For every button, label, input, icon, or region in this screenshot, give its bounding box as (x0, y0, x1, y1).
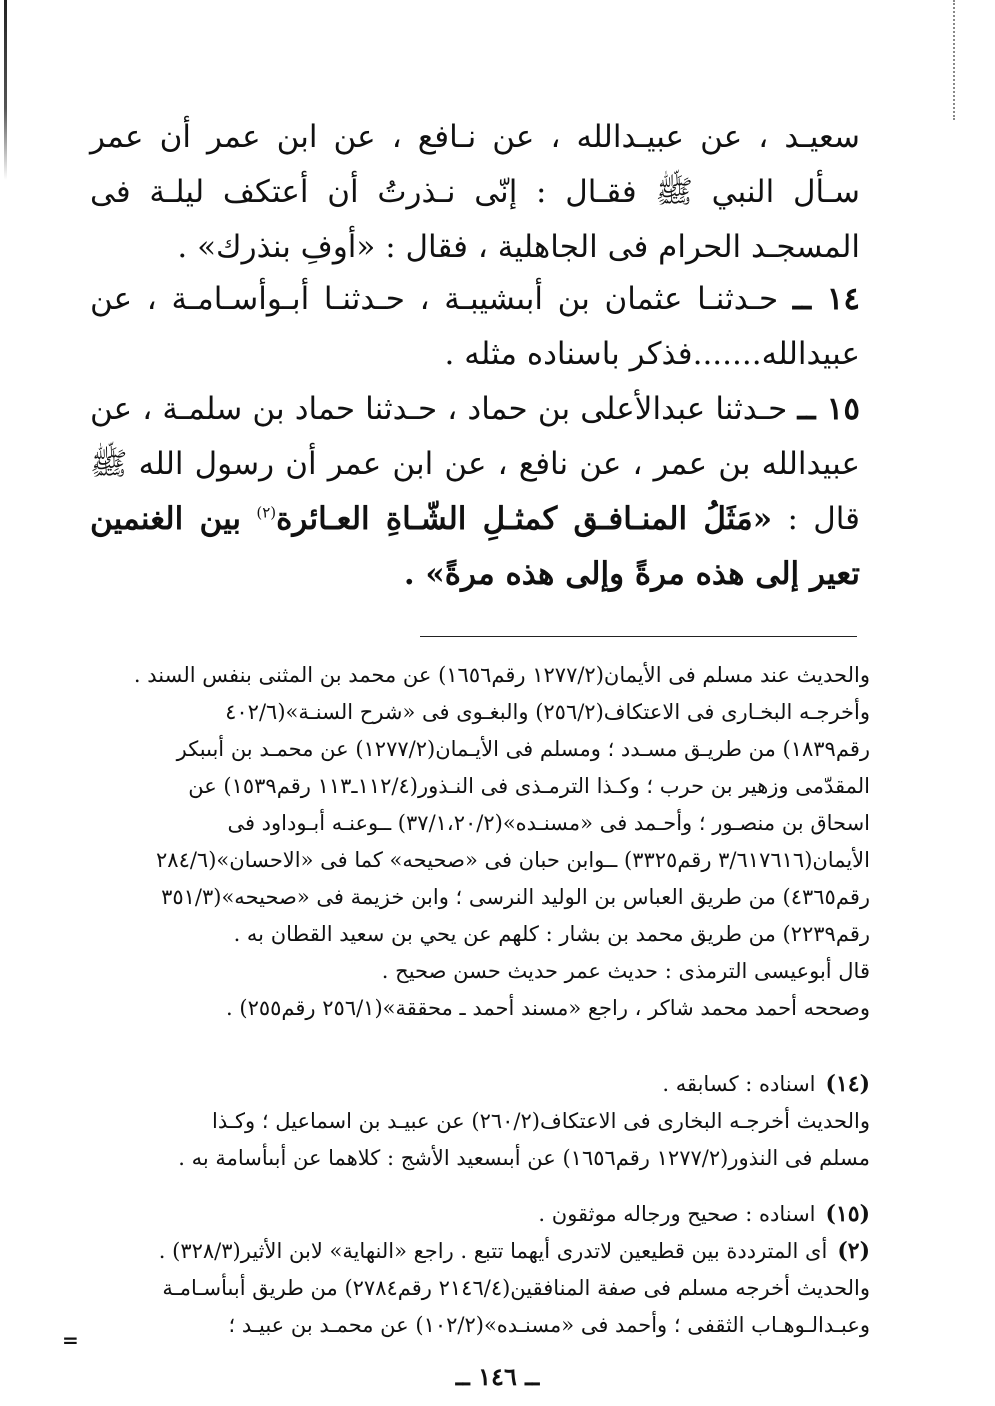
footnote-line (90, 1196, 870, 1233)
footnote-15-text: اسناده : صحيح ورجاله موثقون . (538, 1202, 816, 1226)
hadith-15 (90, 382, 860, 602)
footnote-line: المقدّمى وزهير بن حرب ؛ وكـذا الترمـذى فى النـذور(١١٢/٤ـ١١٣ رقم١٥٣٩) عن (188, 774, 870, 798)
footnote-2-number: (٢) (837, 1238, 870, 1264)
footnote-line: وعبـدالـوهـاب الثقفى ؛ وأحمد فى «مسنـده»(١٠٢/٢) عن محمـد بن عبيـد ؛ (228, 1313, 870, 1337)
scan-edge-mark (4, 0, 7, 180)
footnote-14 (90, 1066, 870, 1177)
hadith-15-matn-end: بين الغنمين تعير إلى هذه مرةً وإلى هذه مرةً» . (90, 501, 860, 592)
footnote-line: الأيمان(٣/٦١٧٦١٦ رقم٣٣٢٥) ــوابن حبان فى «صحيحه» كما فى «الاحسان»(٢٨٤/٦ (156, 848, 870, 872)
footnote-line: قال أبوعيسى الترمذى : حديث عمر حديث حسن صحيح . (381, 959, 870, 983)
footnote-15-number: (١٥) (825, 1201, 870, 1227)
footnote-line: اسحاق بن منصـور ؛ وأحـمد فى «مسنـده»(٣٧/١،٢٠/٢) ــوعنـه أبـوداود فى (227, 811, 870, 835)
hadith-15-number: ١٥ ــ (797, 391, 860, 427)
footnote-line: رقم١٨٣٩) من طريـق مسـدد ؛ ومسلم فى الأيـمان(١٢٧٧/٢) عن محمـد بن أبىبكر (176, 737, 870, 761)
scan-edge-dots (951, 0, 955, 120)
footnote-15 (90, 1196, 870, 1344)
footnote-divider (420, 636, 857, 637)
footnote-line: رقم٢٢٣٩) من طريق محمد بن بشار : كلهم عن يحي بن سعيد القطان به . (233, 922, 870, 946)
footnote-line (90, 1066, 870, 1103)
footnote-line (90, 1233, 870, 1270)
footnote-14-first-line: اسناده : كسابقه . (662, 1072, 816, 1096)
footnote-line: والحديث أخرجـه البخارى فى الاعتكاف(٢٦٠/٢) عن عبيـد بن اسماعيل ؛ وكـذا (212, 1109, 870, 1133)
hadith-13-text: سعيـد ، عن عبيـدالله ، عن نـافع ، عن ابن عمر أن عمر سـأل النبي ﷺ فقـال : إنّى نـذرتُ أن أعتكف ليلـة فى المسجـد الحرام فى الجاهلية ، فقال : «أوفِ بنذرك» . (90, 119, 860, 265)
hadith-14-number: ١٤ ــ (792, 281, 860, 317)
footnote-2-first-line: أى المترددة بين قطيعين لاتدرى أيهما تتبع . راجع «النهاية» لابن الأثير(٣٢٨/٣) . (158, 1239, 828, 1263)
hadith-14 (90, 272, 860, 382)
hadith-15-matn-start: «مَثَلُ المنـافـق كمثـلِ الشّـاةِ العـائرة (276, 501, 773, 537)
continuation-mark: = (62, 1328, 79, 1352)
hadith-14-text: حـدثنـا عثمان بن أبىشيبـة ، حـدثنـا أبـوأسـامـة ، عن عبيدالله.......فذكر باسناده مثله . (90, 281, 860, 372)
footnote-line: رقم٤٣٦٥) من طريق العباس بن الوليد النرسى ؛ وابن خزيمة فى «صحيحه»(٣٥١/٣ (161, 885, 870, 909)
footnote-line: وأخرجـه البخـارى فى الاعتكاف(٢٥٦/٢) والبغـوى فى «شرح السنـة»(٤٠٢/٦ (225, 700, 870, 724)
footnote-line: والحديث عند مسلم فى الأيمان(١٢٧٧/٢ رقم١٦٥٦) عن محمد بن المثنى بنفس السند . (133, 663, 870, 687)
footnote-13 (90, 657, 870, 1027)
hadith-13-continuation (90, 110, 860, 275)
footnote-ref-2: (٢) (256, 503, 277, 522)
hadith-15-isnad: حـدثنا عبدالأعلى بن حماد ، حـدثنا حماد بن سلمـة ، عن عبيدالله بن عمر ، عن نافع ، عن ابن عمر أن رسول الله ﷺ قال : (90, 391, 860, 537)
footnote-line: وصححه أحمد محمد شاكر ، راجع «مسند أحمد ـ محققة»(٢٥٦/١ رقم٢٥٥) . (226, 996, 870, 1020)
footnote-14-number: (١٤) (825, 1071, 870, 1097)
footnote-line: مسلم فى النذور(١٢٧٧/٢ رقم١٦٥٦) عن أبىسعيد الأشج : كلاهما عن أبىأسامة به . (178, 1146, 870, 1170)
footnote-line: والحديث أخرجه مسلم فى صفة المنافقين(٢١٤٦/٤ رقم٢٧٨٤) من طريق أبىأسـامـة (162, 1276, 870, 1300)
page-number: ــ ١٤٦ ــ (455, 1362, 540, 1391)
